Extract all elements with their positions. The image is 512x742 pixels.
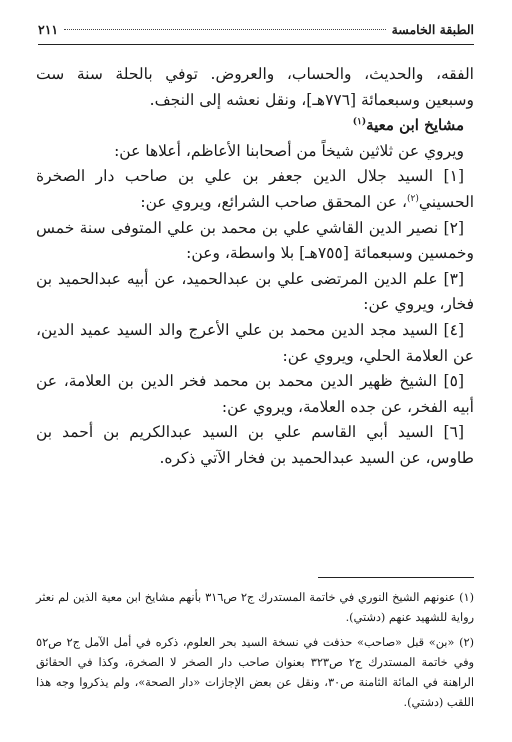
- footnote: (١) عنونهم الشيخ النوري في خاتمة المستدرك ج٢ ص٣١٦ بأنهم مشايخ ابن معية الذين لم نعثر رواية للشهيد عنهم (دشتي).: [36, 591, 474, 624]
- list-item: [٥] الشيخ ظهير الدين محمد بن محمد فخر الدين بن العلامة، عن أبيه الفخر، عن جده العلامة، ويروي عن:: [36, 372, 474, 416]
- footnote: (٢) «بن» قبل «صاحب» حذفت في نسخة السيد بحر العلوم، ذكره في أمل الآمل ج٢ ص٥٢ وفي خاتمة المستدرك ج٢ ص٣٢٣ بعنوان صاحب دار الصخر لا الصخرة، وكذا في الحقائق الراهنة في المائة الثامنة ص٣٠، ونقل عن بعض الإجازات «دار الصحة»، ولم يذكروا وجه هذا اللقب (دشتي).: [36, 636, 475, 709]
- footnotes: [36, 588, 474, 718]
- list-item: [٤] السيد مجد الدين محمد بن علي الأعرج والد السيد عميد الدين، عن العلامة الحلي، ويروي عن:: [36, 320, 474, 365]
- list-item: [٣] علم الدين المرتضى علي بن عبدالحميد، عن أبيه عبدالحميد بن فخار، ويروي عن:: [36, 269, 474, 314]
- footnote-ref: (١): [352, 117, 367, 128]
- heading-text: مشايخ ابن معية: [366, 116, 464, 135]
- list-item: [36, 164, 474, 215]
- chapter-title: الطبقة الخامسة: [391, 22, 474, 37]
- header-dot-leader: [64, 29, 385, 30]
- paragraph: الفقه، والحديث، والحساب، والعروض. توفي بالحلة سنة ست وسبعين وسبعمائة [٧٧٦هـ]، ونقل نعشه إلى النجف.: [36, 65, 474, 109]
- list-item: [٢] نصير الدين القاشي علي بن محمد بن علي المتوفى سنة خمس وخمسين وسبعمائة [٧٥٥هـ] بلا واسطة، وعن:: [36, 218, 474, 263]
- list-item: [٦] السيد أبي القاسم علي بن السيد عبدالكريم بن أحمد بن طاوس، عن السيد عبدالحميد بن فخار الآتي ذكره.: [36, 423, 474, 467]
- list-item-text: [١] السيد جلال الدين جعفر بن علي بن صاحب دار الصخرة الحسيني: [36, 167, 474, 211]
- main-text: [36, 62, 474, 472]
- running-header: [38, 22, 474, 45]
- footnote-ref: (٢): [406, 193, 419, 204]
- paragraph: ويروي عن ثلاثين شيخاً من أصحابنا الأعاظم، أعلاها عن:: [114, 141, 464, 160]
- page-number: ٢١١: [38, 22, 59, 37]
- list-item-tail: ، عن المحقق صاحب الشرائع، ويروي عن:: [140, 192, 407, 211]
- footnote-divider: [318, 577, 474, 578]
- section-heading: [36, 113, 474, 139]
